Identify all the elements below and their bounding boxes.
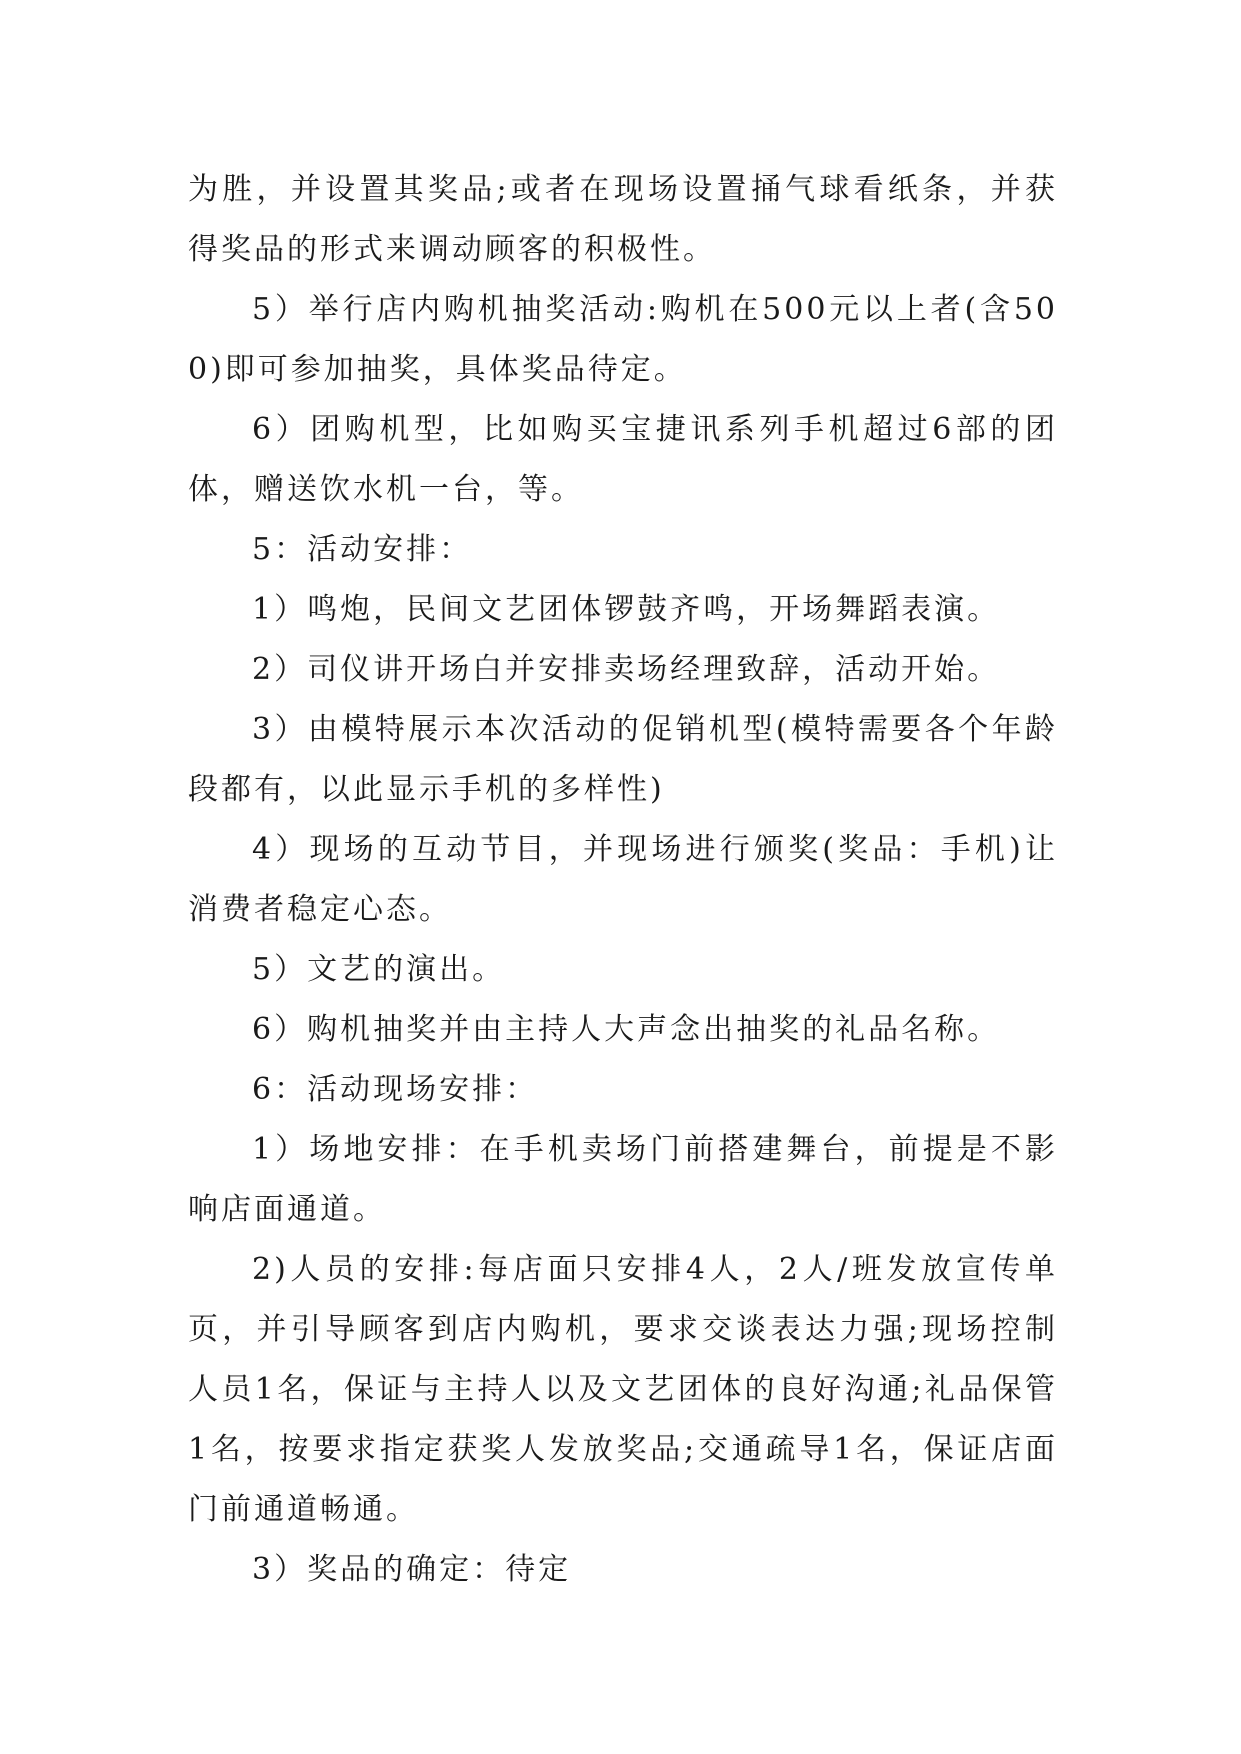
paragraph-model-show: 3）由模特展示本次活动的促销机型(模特需要各个年龄段都有，以此显示手机的多样性) (188, 712, 1058, 807)
section-heading-site-arrangement: 6：活动现场安排： (252, 1072, 539, 1107)
document-body (188, 160, 1058, 1600)
paragraph-interactive-program: 4）现场的互动节目，并现场进行颁奖(奖品：手机)让消费者稳定心态。 (188, 832, 1058, 927)
paragraph-performance: 5）文艺的演出。 (252, 952, 506, 987)
paragraph-prize-continuation: 为胜，并设置其奖品;或者在现场设置捅气球看纸条，并获得奖品的形式来调动顾客的积极性。 (188, 172, 1058, 267)
paragraph-firecrackers: 1）鸣炮，民间文艺团体锣鼓齐鸣，开场舞蹈表演。 (252, 592, 1001, 627)
paragraph-prize-decision: 3）奖品的确定：待定 (252, 1552, 572, 1587)
paragraph-venue: 1）场地安排：在手机卖场门前搭建舞台，前提是不影响店面通道。 (188, 1132, 1058, 1227)
paragraph-lottery-announce: 6）购机抽奖并由主持人大声念出抽奖的礼品名称。 (252, 1012, 1001, 1047)
paragraph-host-opening: 2）司仪讲开场白并安排卖场经理致辞，活动开始。 (252, 652, 1001, 687)
paragraph-staffing: 2)人员的安排:每店面只安排4人，2人/班发放宣传单页，并引导顾客到店内购机，要求交谈表达力强;现场控制人员1名，保证与主持人以及文艺团体的良好沟通;礼品保管1名，按要求指定获奖人发放奖品;交通疏导1名，保证店面门前通道畅通。 (188, 1252, 1058, 1527)
paragraph-group-purchase: 6）团购机型，比如购买宝捷讯系列手机超过6部的团体，赠送饮水机一台，等。 (188, 412, 1058, 507)
paragraph-lottery-activity: 5）举行店内购机抽奖活动:购机在500元以上者(含500)即可参加抽奖，具体奖品待定。 (188, 292, 1058, 387)
section-heading-activity-arrangement: 5：活动安排： (252, 532, 473, 567)
